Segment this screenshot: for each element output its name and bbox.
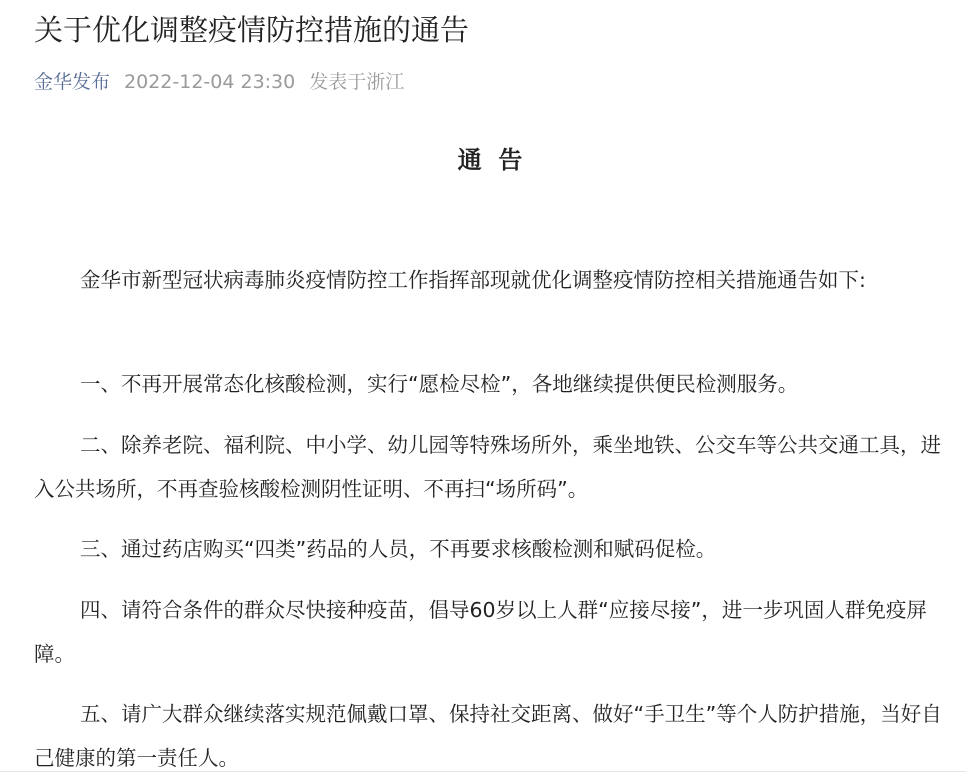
- publish-time: 2022-12-04 23:30: [124, 71, 296, 93]
- paragraph-item-5: 五、请广大群众继续落实规范佩戴口罩、保持社交距离、做好“手卫生”等个人防护措施，当好自己健康的第一责任人。: [34, 702, 942, 770]
- notice-heading: 通 告: [457, 146, 523, 174]
- article-title: 关于优化调整疫情防控措施的通告: [34, 13, 470, 47]
- paragraph-item-4: 四、请符合条件的群众尽快接种疫苗，倡导60岁以上人群“应接尽接”，进一步巩固人群免疫屏障。: [34, 598, 927, 666]
- paragraph-item-2: 二、除养老院、福利院、中小学、幼儿园等特殊场所外，乘坐地铁、公交车等公共交通工具，进入公共场所，不再查验核酸检测阴性证明、不再扫“场所码”。: [34, 433, 941, 501]
- account-name-link[interactable]: 金华发布: [34, 71, 111, 93]
- publish-location: 发表于浙江: [309, 71, 405, 93]
- article-meta: [34, 68, 404, 96]
- paragraph-intro: 金华市新型冠状病毒肺炎疫情防控工作指挥部现就优化调整疫情防控相关措施通告如下:: [80, 268, 866, 292]
- paragraph-item-1: 一、不再开展常态化核酸检测，实行“愿检尽检”，各地继续提供便民检测服务。: [80, 372, 799, 396]
- bottom-divider: [0, 771, 966, 772]
- paragraph-item-3: 三、通过药店购买“四类”药品的人员，不再要求核酸检测和赋码促检。: [80, 537, 717, 561]
